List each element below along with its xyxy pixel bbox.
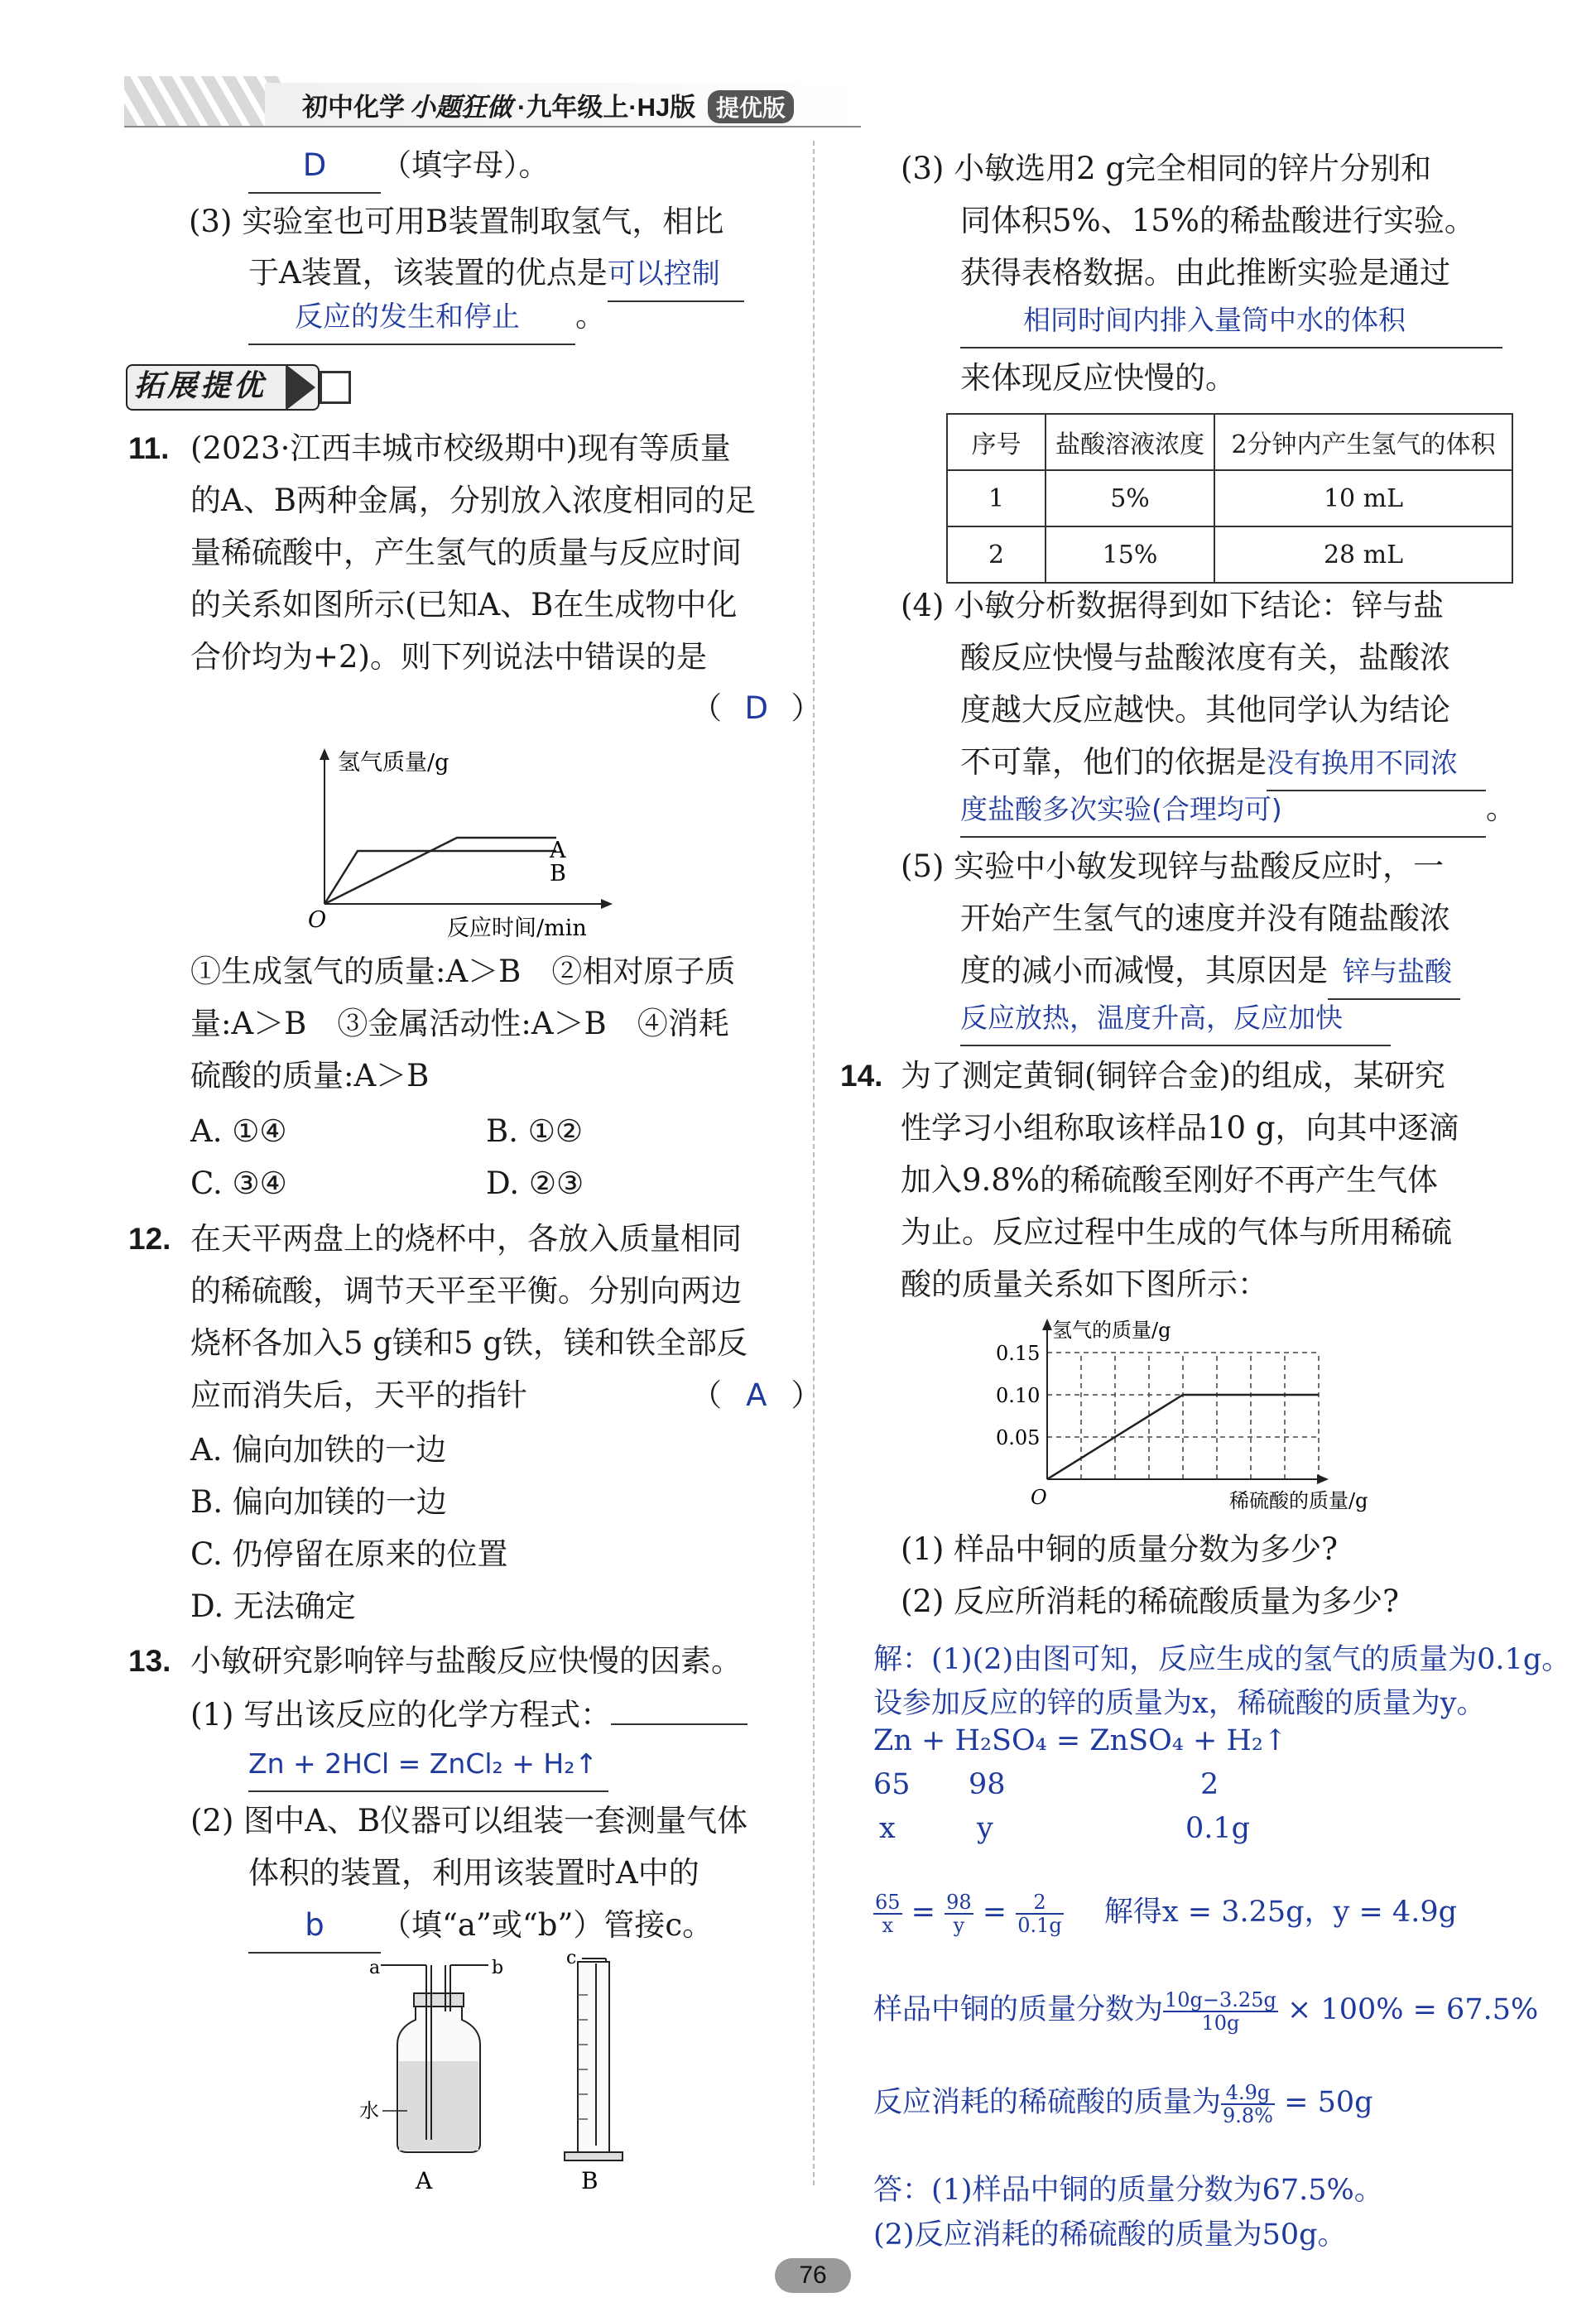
fig-label-a: a: [369, 1958, 381, 1978]
q14-question2: (2) 反应所消耗的稀硫酸质量为多少?: [901, 1584, 1400, 1619]
q13-part3-line1: (3) 小敏选用2 g完全相同的锌片分别和: [901, 151, 1432, 186]
frac-2-01g: [1016, 1891, 1064, 1936]
frac-copper: [1163, 1989, 1278, 2034]
acid-prefix: 反应消耗的稀硫酸的质量为: [873, 2086, 1222, 2119]
q11-line5: 合价均为+2)。则下列说法中错误的是: [190, 639, 707, 675]
q13-part4-line2: 酸反应快慢与盐酸浓度有关，盐酸浓: [960, 640, 1450, 675]
q11-y-label: 氢气质量/g: [338, 750, 449, 776]
table-cell: 2: [947, 526, 1046, 583]
solution-ratio-98: 98: [969, 1768, 1006, 1801]
header-badge: 提优版: [708, 90, 794, 123]
q12-option-c: C. 仍停留在原来的位置: [190, 1536, 508, 1572]
section-arrow-icon: [286, 364, 315, 411]
q13-part3-answer-line: [960, 293, 1502, 348]
q11-option-c: C. ③④: [190, 1166, 287, 1201]
q13-part2-line1: (2) 图中A、B仪器可以组装一套测量气体: [190, 1803, 748, 1838]
frac-den: x: [882, 1913, 894, 1937]
q13-number: 13.: [128, 1644, 171, 1678]
q13-part1-text: (1) 写出该反应的化学方程式：: [190, 1697, 612, 1733]
frac-acid: [1221, 2082, 1275, 2127]
q10-part3-line3: [248, 290, 606, 345]
q13-part4-line1: (4) 小敏分析数据得到如下结论：锌与盐: [901, 588, 1445, 623]
cu-prefix: 样品中铜的质量分数为: [873, 1993, 1164, 2026]
q13-part3-line3: 获得表格数据。由此推断实验是通过: [960, 255, 1450, 291]
q13-part4-line5: [960, 782, 1517, 838]
fig-label-water: 水: [359, 2099, 379, 2122]
q11-y-arrow: [320, 748, 329, 760]
q14-grid: [1047, 1353, 1319, 1479]
q11-option-b: B. ①②: [486, 1113, 584, 1149]
q14-ytick: 0.10: [996, 1384, 1041, 1407]
q13-part3-tail: 来体现反应快慢的。: [960, 360, 1236, 396]
fig-label-c: c: [566, 1954, 577, 1968]
q13-part5-line4: [960, 991, 1391, 1046]
cu-tail: × 100% = 67.5%: [1286, 1993, 1539, 2026]
q14-x-label: 稀硫酸的质量/g: [1229, 1489, 1368, 1512]
q11-line4: 的关系如图所示(已知A、B在生成物中化: [190, 587, 738, 622]
q10-part2-line: [248, 139, 550, 194]
solution-solve: 解得x = 3.25g，y = 4.9g: [1103, 1896, 1457, 1929]
q10-part3-answer-a: 可以控制: [608, 248, 744, 302]
section-title: 拓展提优: [134, 368, 267, 402]
q13-part5-prefix: 度的减小而减慢，其原因是: [960, 953, 1328, 988]
q14-ytick: 0.15: [996, 1342, 1041, 1365]
table-header: 序号: [947, 414, 1046, 470]
q12-number: 12.: [128, 1222, 171, 1256]
page-number: 76: [799, 2261, 827, 2289]
q13-part5-line1: (5) 实验中小敏发现锌与盐酸反应时，一: [901, 848, 1445, 884]
q13-part1-blank: [611, 1690, 748, 1725]
q11-line1: (2023·江西丰城市校级期中)现有等质量: [190, 430, 731, 466]
frac-65-x: [873, 1891, 902, 1936]
q13-part3-answer: 相同时间内排入量筒中水的体积: [960, 294, 1502, 348]
q10-part3-end: 。: [575, 298, 606, 334]
solution-line1: 解：(1)(2)由图可知，反应生成的氢气的质量为0.1g。: [873, 1643, 1571, 1676]
fig-label-b: b: [492, 1958, 504, 1978]
acid-tail: = 50g: [1284, 2086, 1373, 2119]
q14-chart: [989, 1312, 1420, 1519]
fig-label-A: A: [416, 2167, 433, 2194]
q11-answer: D: [744, 690, 769, 726]
frac-num: 4.9g: [1221, 2082, 1275, 2105]
q11-stmt2: 量:A＞B ③金属活动性:A＞B ④消耗: [190, 1006, 729, 1041]
q11-stmt3: 硫酸的质量:A＞B: [190, 1058, 430, 1093]
q11-graph: [306, 745, 621, 944]
q10-part3-line1: (3) 实验室也可用B装置制取氢气，相比: [189, 204, 724, 239]
q13-part4-line3: 度越大反应越快。其他同学认为结论: [960, 692, 1450, 728]
q11-x-arrow: [601, 899, 613, 909]
frac-num: 65: [875, 1890, 901, 1914]
solution-ratio-65: 65: [873, 1768, 911, 1801]
apparatus-figure: [348, 1954, 662, 2194]
solution-line2: 设参加反应的锌的质量为x，稀硫酸的质量为y。: [873, 1687, 1486, 1720]
q11-stmt1: ①生成氢气的质量:A＞B ②相对原子质: [190, 954, 736, 989]
q13-part5-line2: 开始产生氢气的速度并没有随盐酸浓: [960, 901, 1450, 936]
frac-num: 2: [1016, 1891, 1064, 1915]
q13-part1: [190, 1689, 748, 1742]
q14-line2: 性学习小组称取该样品10 g，向其中逐滴: [901, 1110, 1459, 1146]
q13-part4-answer-a: 没有换用不同浓: [1267, 737, 1486, 791]
frac-den: 9.8%: [1223, 2103, 1273, 2127]
header-brand: 小题狂做: [410, 93, 512, 122]
section-corner-icon: [320, 371, 351, 404]
q14-y-arrow: [1042, 1319, 1052, 1330]
q14-ytick: 0.05: [996, 1426, 1041, 1449]
q12-answer-bracket: （ A ）: [691, 1369, 822, 1422]
q12-line3: 烧杯各加入5 g镁和5 g铁，镁和铁全部反: [190, 1325, 748, 1361]
frac-den: 10g: [1201, 2011, 1240, 2035]
q11-line2: 的A、B两种金属，分别放入浓度相同的足: [190, 483, 756, 518]
solution-ratio-2: 2: [1200, 1768, 1219, 1801]
gas-bottle-a: [381, 1965, 488, 2152]
q14-line4: 为止。反应过程中生成的气体与所用稀硫: [901, 1214, 1452, 1250]
q13-part2-tail: （填“a”或“b”）管接c。: [381, 1907, 714, 1943]
table-cell: 1: [947, 470, 1046, 526]
q11-line-a: [324, 838, 556, 904]
q13-part2-line3: [248, 1899, 713, 1954]
q11-line3: 量稀硫酸中，产生氢气的质量与反应时间: [190, 535, 742, 570]
q12-option-b: B. 偏向加镁的一边: [190, 1484, 447, 1520]
q13-stem: 小敏研究影响锌与盐酸反应快慢的因素。: [190, 1643, 742, 1679]
q13-part4-end: 。: [1486, 791, 1517, 826]
solution-equation: Zn + H₂SO₄ = ZnSO₄ + H₂↑: [873, 1724, 1288, 1757]
solution-copper-fraction: [873, 1987, 1538, 2034]
q11-origin: O: [308, 907, 327, 933]
q13-part2-line2: 体积的装置，利用该装置时A中的: [248, 1855, 699, 1891]
q14-number: 14.: [840, 1059, 883, 1093]
header-title: [302, 86, 794, 123]
table-cell: 10 mL: [1214, 470, 1512, 526]
solution-ratio-x: x: [879, 1812, 896, 1845]
q10-part3-prefix: 于A装置，该装置的优点是: [248, 255, 608, 291]
table-cell: 28 mL: [1214, 526, 1512, 583]
q12-line4: 应而消失后，天平的指针: [190, 1377, 527, 1413]
frac-den: 0.1g: [1017, 1913, 1062, 1937]
frac-den: y: [953, 1913, 965, 1937]
q12-line1: 在天平两盘上的烧杯中，各放入质量相同: [190, 1221, 742, 1257]
q13-part2-answer: b: [248, 1899, 381, 1954]
q14-x-arrow: [1317, 1474, 1329, 1484]
q11-x-label: 反应时间/min: [447, 916, 587, 941]
column-divider: [813, 141, 815, 2185]
frac-num: 10g−3.25g: [1165, 1987, 1276, 2011]
frac-num: 98: [946, 1890, 972, 1914]
table-row: [947, 470, 1512, 526]
table-header: 盐酸溶液浓度: [1046, 414, 1214, 470]
table-cell: 5%: [1046, 470, 1214, 526]
solution-proportion: $\frac{65}{x}$ = $\frac{98}{y}$ = $\frac{2}{0.1g}$ 解得x = 3.25g，y = 4.9g: [875, 1890, 1457, 1937]
q11-answer-bracket: （ D ）: [691, 682, 822, 735]
q12-line2: 的稀硫酸，调节天平至平衡。分别向两边: [190, 1273, 742, 1309]
solution-ratio-01g: 0.1g: [1185, 1812, 1251, 1845]
q11-label-b: B: [550, 861, 566, 887]
q11-line-b: [324, 851, 556, 904]
q10-part3-answer-b: 反应的发生和停止: [248, 291, 575, 345]
header-grade: ·九年级上·HJ版: [517, 93, 696, 122]
q12-option-a: A. 偏向加铁的一边: [190, 1432, 447, 1468]
table-header: 2分钟内产生氢气的体积: [1214, 414, 1512, 470]
q11-option-a: A. ①④: [190, 1113, 287, 1149]
q11-label-a: A: [550, 838, 566, 863]
experiment-table: [946, 413, 1513, 584]
solution-acid-mass: [873, 2079, 1373, 2127]
solution-ratio-y: y: [977, 1812, 993, 1845]
table-cell: 15%: [1046, 526, 1214, 583]
q13-part4-answer-b: 度盐酸多次实验(合理均可): [960, 783, 1486, 838]
table-header-row: [947, 414, 1512, 470]
q14-line1: 为了测定黄铜(铜锌合金)的组成，某研究: [901, 1058, 1445, 1093]
q12-answer: A: [746, 1377, 767, 1413]
q13-part4-prefix: 不可靠，他们的依据是: [960, 744, 1267, 780]
header-stripes: [124, 76, 281, 126]
q13-part5-answer-a: 锌与盐酸: [1328, 945, 1460, 1000]
q13-part1-answer-line: [248, 1737, 608, 1792]
q14-y-label: 氢气的质量/g: [1052, 1319, 1171, 1342]
solution-answer2: (2)反应消耗的稀硫酸的质量为50g。: [873, 2218, 1347, 2252]
q10-part2-tail: （填字母）。: [381, 147, 550, 183]
q13-part3-line2: 同体积5%、15%的稀盐酸进行实验。: [960, 203, 1475, 238]
fig-label-B: B: [581, 2167, 598, 2194]
frac-98-y: [945, 1891, 973, 1936]
q14-line5: 酸的质量关系如下图所示：: [901, 1266, 1268, 1302]
q12-option-d: D. 无法确定: [190, 1588, 356, 1624]
graduated-cylinder-b: [565, 1959, 623, 2160]
q14-question1: (1) 样品中铜的质量分数为多少?: [901, 1531, 1339, 1567]
solution-answer1: 答：(1)样品中铜的质量分数为67.5%。: [873, 2174, 1383, 2207]
q13-part1-answer: Zn + 2HCl = ZnCl₂ + H₂↑: [248, 1737, 608, 1792]
q10-part2-answer: D: [248, 139, 381, 194]
q14-origin: O: [1031, 1486, 1047, 1509]
q11-number: 11.: [128, 431, 170, 465]
q11-option-d: D. ②③: [486, 1166, 584, 1201]
q13-part5-answer-b: 反应放热，温度升高，反应加快: [960, 992, 1391, 1046]
q14-line3: 加入9.8%的稀硫酸至刚好不再产生气体: [901, 1162, 1438, 1198]
header-subject: 初中化学: [302, 93, 405, 122]
table-row: [947, 526, 1512, 583]
header-rule: [124, 126, 861, 127]
